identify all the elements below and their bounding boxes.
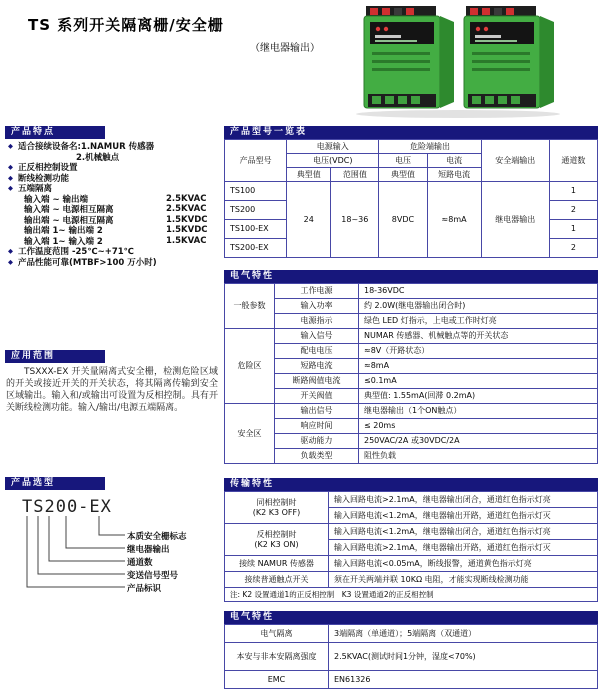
section-header-isolation: 电气特性 (224, 611, 598, 624)
section-header-model-table: 产品型号一览表 (224, 126, 598, 139)
group-general: 一般参数 (225, 284, 275, 329)
selection-label-signal-type: 变送信号型号 (127, 571, 179, 581)
cell-channels: 1 (549, 182, 597, 201)
in-phase-line1: 输入回路电流>2.1mA，继电器输出闭合，通道红色指示灯亮 (329, 492, 598, 508)
param-electrical-isolation: 电气隔离 (225, 625, 329, 643)
feature-label: 输入端 ~ 电源相互隔离 (24, 205, 114, 216)
section-header-selection: 产品选型 (5, 477, 105, 490)
emc-value: EN61326 (329, 671, 598, 689)
param-contact: 接续普通触点开关 (225, 572, 329, 588)
selection-label-ex: 本质安全栅标志 (127, 532, 187, 542)
anti-phase-line2: 输入回路电流>2.1mA，继电器输出开路，通道红色指示灯灭 (329, 540, 598, 556)
application-description: TSXXX-EX 开关量隔离式安全栅，检测危险区域的开关或接近开关的开关状态，将其隔离传输到安全区域输出。输入和/或输出可设置为反相控制。具有开关断线检测功能。输入/输出/电源五端隔离。 (6, 367, 218, 413)
section-header-electrical: 电气特性 (224, 270, 598, 283)
isolator-module-right (464, 6, 554, 108)
param-name: 负载类型 (275, 449, 359, 464)
param-emc: EMC (225, 671, 329, 689)
feature-item (8, 257, 218, 268)
section-header-transmission: 传输特性 (224, 478, 598, 491)
feature-value: 2.5KVAC (166, 204, 207, 215)
feature-label: 正反相控制设置 (18, 163, 78, 174)
param-name: 输入信号 (275, 329, 359, 344)
col-header-channels: 通道数 (549, 140, 597, 182)
cell-voltage-range: 18~36 (331, 182, 379, 258)
section-header-application: 应用范围 (5, 350, 105, 363)
is-nonis-strength-value: 2.5KVAC(测试时间1分钟，湿度<70%) (329, 643, 598, 671)
model-overview-table (224, 139, 598, 258)
param-value: 典型值: 1.55mA(回滞 0.2mA) (359, 389, 598, 404)
cell-model: TS100 (225, 182, 287, 201)
param-namur: 接续 NAMUR 传感器 (225, 556, 329, 572)
cell-typical-voltage: 24 (287, 182, 331, 258)
selection-label-output: 继电器输出 (127, 545, 170, 555)
anti-phase-line1: 输入回路电流<1.2mA，继电器输出闭合，通道红色指示灯亮 (329, 524, 598, 540)
param-value: NUMAR 传感器、机械触点等的开关状态 (359, 329, 598, 344)
col-header-product-model: 产品型号 (225, 140, 287, 182)
isolator-module-left (364, 6, 454, 108)
param-value: 18-36VDC (359, 284, 598, 299)
cell-channels: 2 (549, 239, 597, 258)
col-header-safe-output: 安全端输出 (481, 140, 549, 182)
param-anti-phase-name: 反相控制时 (256, 529, 297, 539)
bullet-icon: ◆ (8, 247, 13, 256)
param-anti-phase-sub: (K2 K3 ON) (254, 539, 299, 549)
param-in-phase (225, 492, 329, 524)
col-header-range: 范围值 (331, 168, 379, 182)
feature-label: 输出端 1~ 输出端 2 (24, 226, 103, 237)
col-header-typical: 典型值 (287, 168, 331, 182)
bullet-icon: ◆ (8, 184, 13, 193)
param-name: 断路阀值电流 (275, 374, 359, 389)
isolation-table (224, 624, 598, 689)
isolator-modules-illustration (338, 2, 578, 120)
product-photo (338, 2, 578, 120)
param-value: 约 2.0W(继电器输出闭合时) (359, 299, 598, 314)
electrical-characteristics-table (224, 283, 598, 464)
bullet-icon: ◆ (8, 173, 13, 182)
col-header-voltage-vdc: 电压(VDC) (287, 154, 379, 168)
selection-label-product-id: 产品标识 (127, 584, 162, 594)
cell-output-voltage: 8VDC (379, 182, 427, 258)
transmission-note: 注: K2 设置通道1的正反相控制 K3 设置通道2的正反相控制 (225, 588, 598, 602)
col-header-voltage: 电压 (379, 154, 427, 168)
param-value: 阻性负载 (359, 449, 598, 464)
feature-value: 1.5KVDC (166, 214, 208, 225)
feature-label: 输入端 ~ 输出端 (24, 194, 89, 205)
param-value: 绿色 LED 灯指示，上电或工作时灯亮 (359, 314, 598, 329)
param-name: 输入功率 (275, 299, 359, 314)
cell-short-current: ≈8mA (427, 182, 481, 258)
cell-model: TS200-EX (225, 239, 287, 258)
feature-label: 五端隔离 (18, 184, 53, 195)
bullet-icon: ◆ (8, 142, 13, 151)
bullet-icon: ◆ (8, 257, 13, 266)
feature-value: 1.5KVDC (166, 225, 208, 236)
param-name: 开关阀值 (275, 389, 359, 404)
feature-value: 2.5KVAC (166, 193, 207, 204)
param-value: 250VAC/2A 或30VDC/2A (359, 434, 598, 449)
feature-label: 工作温度范围 -25℃~+71℃ (18, 247, 134, 258)
page-subtitle: （继电器输出） (250, 43, 320, 54)
bullet-icon: ◆ (8, 163, 13, 172)
param-name: 响应时间 (275, 419, 359, 434)
electrical-isolation-value: 3端隔离（单通道）；5端隔离（双通道） (329, 625, 598, 643)
selection-diagram-lines (5, 495, 220, 595)
col-header-current: 电流 (427, 154, 481, 168)
group-safe-zone: 安全区 (225, 404, 275, 464)
col-header-typical2: 典型值 (379, 168, 427, 182)
param-name: 驱动能力 (275, 434, 359, 449)
feature-label: 适合接续设备名:1.NAMUR 传感器 (18, 142, 155, 153)
feature-label: 2.机械触点 (76, 152, 120, 163)
param-name: 配电电压 (275, 344, 359, 359)
param-name: 电源指示 (275, 314, 359, 329)
param-value: ≈8V（开路状态） (359, 344, 598, 359)
feature-label: 断线检测功能 (18, 173, 70, 184)
cell-model: TS100-EX (225, 220, 287, 239)
model-code: TS200-EX (22, 497, 112, 517)
section-header-features: 产品特点 (5, 126, 105, 139)
param-value: 继电器输出（1个ON触点） (359, 404, 598, 419)
param-name: 输出信号 (275, 404, 359, 419)
namur-value: 输入回路电流<0.05mA，断线报警，通道黄色指示灯亮 (329, 556, 598, 572)
cell-channels: 2 (549, 201, 597, 220)
group-hazard-zone: 危险区 (225, 329, 275, 404)
feature-label: 输出端 ~ 电源相互隔离 (24, 215, 114, 226)
cell-model: TS200 (225, 201, 287, 220)
param-in-phase-name: 同相控制时 (256, 497, 297, 507)
param-in-phase-sub: (K2 K3 OFF) (252, 507, 301, 517)
feature-label: 产品性能可靠(MTBF>100 万小时) (18, 257, 157, 268)
cell-safe-output: 继电器输出 (481, 182, 549, 258)
cell-channels: 1 (549, 220, 597, 239)
param-anti-phase (225, 524, 329, 556)
col-header-short-current: 短路电流 (427, 168, 481, 182)
param-name: 工作电源 (275, 284, 359, 299)
param-value: ≈8mA (359, 359, 598, 374)
selection-label-channels: 通道数 (127, 558, 153, 568)
param-is-nonis-strength: 本安与非本安隔离强度 (225, 643, 329, 671)
col-header-hazard-output: 危险端输出 (379, 140, 481, 154)
transmission-characteristics-table (224, 491, 598, 602)
feature-value: 1.5KVAC (166, 235, 207, 246)
param-value: ≤ 20ms (359, 419, 598, 434)
param-name: 短路电流 (275, 359, 359, 374)
col-header-power-input: 电源输入 (287, 140, 379, 154)
feature-label: 输入端 1~ 输入端 2 (24, 236, 103, 247)
contact-value: 须在开关两端并联 10KΩ 电阻，才能实现断线检测功能 (329, 572, 598, 588)
param-value: ≤0.1mA (359, 374, 598, 389)
in-phase-line2: 输入回路电流<1.2mA，继电器输出开路，通道红色指示灯灭 (329, 508, 598, 524)
features-list (8, 141, 218, 267)
page-title: TS 系列开关隔离栅/安全栅 (28, 16, 224, 34)
